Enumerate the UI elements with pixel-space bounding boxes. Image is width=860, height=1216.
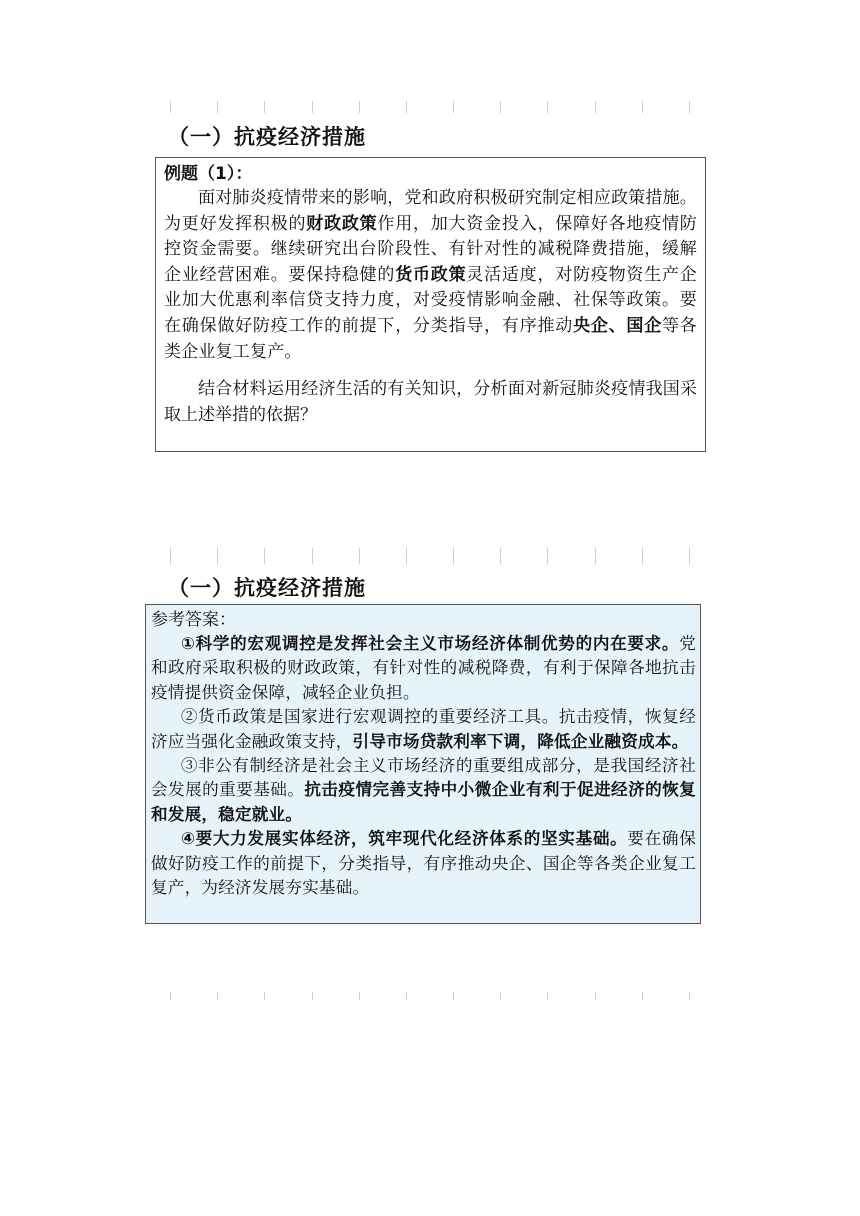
answer-point-1: ①科学的宏观调控是发挥社会主义市场经济体制优势的内在要求。党和政府采取积极的财政政策，有针对性的减税降费，有利于保障各地抗击疫情提供资金保障，减轻企业负担。 [151,634,696,702]
slide-divider-bottom [170,992,690,1002]
slide-divider-top [170,101,690,115]
answer-point-2: ②货币政策是国家进行宏观调控的重要经济工具。抗击疫情，恢复经济应当强化金融政策支持，引导市场贷款利率下调，降低企业融资成本。 [151,707,696,751]
question-text: 结合材料运用经济生活的有关知识，分析面对新冠肺炎疫情我国采取上述举措的依据？ [164,379,697,425]
answer-point-3: ③非公有制经济是社会主义市场经济的重要组成部分，是我国经济社会发展的重要基础。抗击疫情完善支持中小微企业有利于促进经济的恢复和发展，稳定就业。 [151,756,696,824]
slide-divider-middle [170,548,690,566]
reference-answer-box [145,604,701,924]
material-paragraph: 面对肺炎疫情带来的影响，党和政府积极研究制定相应政策措施。为更好发挥积极的财政政策作用，加大资金投入，保障好各地疫情防控资金需要。继续研究出台阶段性、有针对性的减税降费措施，缓解企业经营困难。要保持稳健的货币政策灵活适度，对防疫物资生产企业加大优惠利率信贷支持力度，对受疫情影响金融、社保等政策。要在确保做好防疫工作的前提下，分类指导，有序推动央企、国企等各类企业复工复产。 [164,188,698,362]
example-label: 例题（1）： [164,164,253,184]
example-question-box [155,157,706,452]
answer-point-4: ④要大力发展实体经济，筑牢现代化经济体系的坚实基础。要在确保做好防疫工作的前提下，分类指导，有序推动央企、国企等各类企业复工复产，为经济发展夯实基础。 [151,829,696,898]
section-title-2: （一）抗疫经济措施 [168,576,366,600]
section-title-1: （一）抗疫经济措施 [168,125,366,149]
answer-label: 参考答案： [151,610,236,630]
